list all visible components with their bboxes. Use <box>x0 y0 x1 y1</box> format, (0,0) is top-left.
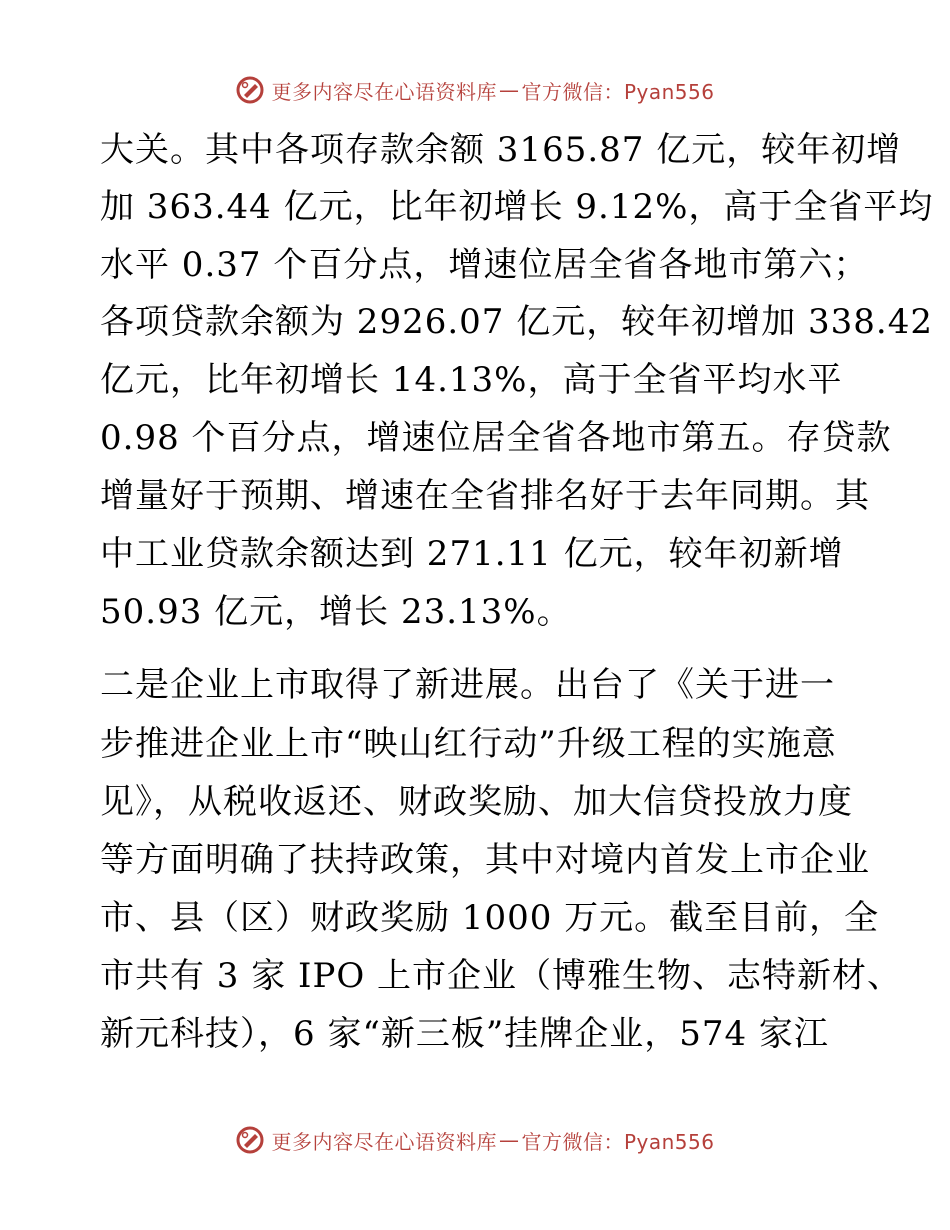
text-line: 50.93 亿元，增长 23.13%。 <box>100 592 572 632</box>
text-line: 加 363.44 亿元，比年初增长 9.12%，高于全省平均 <box>100 187 934 227</box>
text-line: 亿元，比年初增长 14.13%，高于全省平均水平 <box>100 360 843 400</box>
text-line: 二是企业上市取得了新进展。出台了《关于进一 <box>100 665 835 705</box>
watermark-dash: — <box>498 1128 520 1152</box>
watermark-text: 更多内容尽在心语资料库 <box>271 1129 497 1154</box>
text-line: 增量好于预期、增速在全省排名好于去年同期。其 <box>100 476 870 516</box>
text-line: 见》，从税收返还、财政奖励、加大信贷投放力度 <box>100 782 853 822</box>
logo-icon <box>235 1125 265 1155</box>
watermark-dash: — <box>498 78 520 102</box>
text-line: 各项贷款余额为 2926.07 亿元，较年初增加 338.42 <box>100 302 933 342</box>
watermark-text: 更多内容尽在心语资料库 <box>271 79 497 104</box>
text-line: 水平 0.37 个百分点，增速位居全省各地市第六； <box>100 245 869 285</box>
text-line: 中工业贷款余额达到 271.11 亿元，较年初新增 <box>100 534 844 574</box>
text-line: 大关。其中各项存款余额 3165.87 亿元，较年初增 <box>100 130 902 170</box>
logo-icon <box>235 75 265 105</box>
watermark-wechat: 官方微信：Pyan556 <box>521 1129 715 1154</box>
text-line: 0.98 个百分点，增速位居全省各地市第五。存贷款 <box>100 418 892 458</box>
watermark-wechat: 官方微信：Pyan556 <box>521 79 715 104</box>
text-line: 步推进企业上市“映山红行动”升级工程的实施意 <box>100 724 837 764</box>
text-line: 新元科技），6 家“新三板”挂牌企业，574 家江 <box>100 1014 829 1054</box>
text-line: 等方面明确了扶持政策，其中对境内首发上市企业 <box>100 840 870 880</box>
footer-watermark <box>0 1120 950 1160</box>
text-line: 市、县（区）财政奖励 1000 万元。截至目前，全 <box>100 898 880 938</box>
text-line: 市共有 3 家 IPO 上市企业（博雅生物、志特新材、 <box>100 956 903 996</box>
header-watermark <box>0 70 950 110</box>
